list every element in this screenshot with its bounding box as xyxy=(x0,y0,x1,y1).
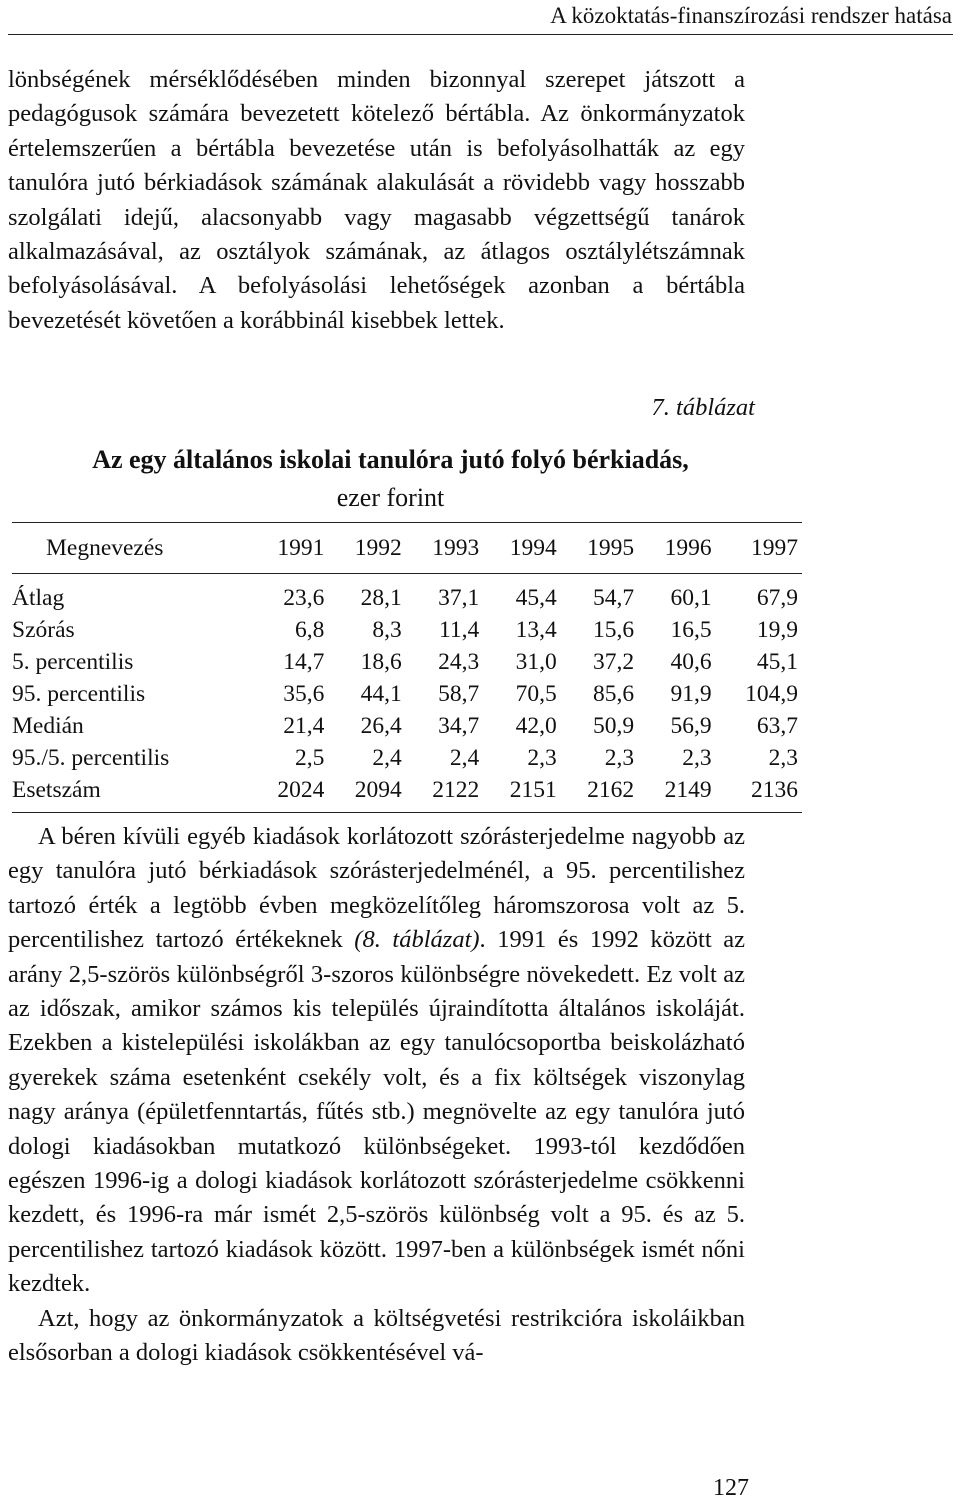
table-cell: 15,6 xyxy=(593,616,635,643)
column-header-year: 1995 xyxy=(587,534,635,561)
table-cell: 45,1 xyxy=(756,648,798,675)
column-header-year: 1993 xyxy=(432,534,480,561)
header-rule xyxy=(8,34,953,35)
table-cell: 44,1 xyxy=(360,680,402,707)
column-header-year: 1994 xyxy=(509,534,557,561)
column-header-year: 1992 xyxy=(354,534,402,561)
table-cell: 16,5 xyxy=(670,616,712,643)
table-cell: 50,9 xyxy=(593,712,635,739)
column-header-year: 1997 xyxy=(751,534,798,561)
table-cell: 18,6 xyxy=(360,648,402,675)
table-cell: 8,3 xyxy=(372,616,402,643)
row-label: 95./5. percentilis xyxy=(12,744,170,771)
table-cell: 2094 xyxy=(354,776,402,803)
table-cell: 70,5 xyxy=(515,680,557,707)
table-cell: 28,1 xyxy=(360,584,402,611)
table-cell: 58,7 xyxy=(438,680,480,707)
table-row xyxy=(12,678,802,710)
table-cell: 91,9 xyxy=(670,680,712,707)
row-label: 5. percentilis xyxy=(12,648,134,675)
table-cell: 85,6 xyxy=(593,680,635,707)
table-cell: 2,5 xyxy=(294,744,325,771)
table-cell: 60,1 xyxy=(670,584,712,611)
table-cell: 14,7 xyxy=(283,648,325,675)
table-cell: 2,3 xyxy=(527,744,557,771)
paragraph-text-part: A béren kívüli egyéb kiadások korlátozott szórásterjedelme nagyobb az egy tanulóra jutó bérkiadások szórásterjedelménél, a 95. percentilishez tartozó érték a legtöbb évben megközelítőleg háromszorosa volt az 5. percentilishez tartozó értékeknek xyxy=(8,823,745,954)
table-cell: 19,9 xyxy=(756,616,798,643)
table-cell: 2136 xyxy=(751,776,798,803)
table-cell: 104,9 xyxy=(745,680,798,707)
table-cell: 35,6 xyxy=(283,680,325,707)
row-label: 95. percentilis xyxy=(12,680,146,707)
table-cell: 6,8 xyxy=(294,616,325,643)
table-body xyxy=(12,574,802,813)
column-header-year: 1991 xyxy=(277,534,325,561)
table-cell: 37,1 xyxy=(438,584,480,611)
table-cell: 56,9 xyxy=(670,712,712,739)
table-cell: 26,4 xyxy=(360,712,402,739)
table-cell: 2,3 xyxy=(682,744,712,771)
table-cell: 40,6 xyxy=(670,648,712,675)
table-cell: 2024 xyxy=(277,776,325,803)
expenditure-table xyxy=(12,522,802,813)
body-paragraph-2 xyxy=(8,820,745,1371)
paragraph-text: lönbségének mérséklődésében minden bizonnyal szerepet játszott a pedagógusok számára bevezetett kötelező bértábla. Az önkormányzatok értelemszerűen a bértábla bevezetése után is befolyásolhatták az egy tanulóra jutó bérkiadások számának alakulását a rövidebb vagy hosszabb szolgálati idejű, alacsonyabb vagy magasabb végzettségű tanárok alkalmazásával, az osztályok számának, az átlagos osztálylétszámnak befolyásolásával. A befolyásolási lehetőségek azonban a bértábla bevezetését követően a korábbinál kisebbek lettek. xyxy=(8,66,745,334)
table-row xyxy=(12,710,802,742)
table-cell: 67,9 xyxy=(756,584,798,611)
table-cell: 2162 xyxy=(587,776,635,803)
paragraph-text-part: . 1991 és 1992 között az arány 2,5-szörös különbségről 3-szoros különbségre növekedett. Ez volt az az időszak, amikor számos kis település újraindította általános iskoláját. Ezekben a kistelepülési iskolákban az egy tanulócsoportba beiskolázható gyerekek száma esetenként csekély volt, és a fix költségek viszonylag nagy aránya (épületfenntartás, fűtés stb.) megnövelte az egy tanulóra jutó dologi kiadásokban mutatkozó különbségeket. 1993-tól kezdődően egészen 1996-ig a dologi kiadások korlátozott szórásterjedelme csökkenni kezdett, és 1996-ra már ismét 2,5-szörös különbség volt a 95. és az 5. percentilishez tartozó kiadások között. 1997-ben a különbségek ismét nőni kezdtek. xyxy=(8,926,745,1298)
paragraph-text xyxy=(8,820,745,1302)
table-cell: 23,6 xyxy=(283,584,325,611)
table-cell: 2,3 xyxy=(768,744,798,771)
table-number-text: 7. táblázat xyxy=(651,394,755,421)
table-cell: 63,7 xyxy=(756,712,798,739)
column-header-label: Megnevezés xyxy=(46,534,164,561)
row-label: Medián xyxy=(12,712,84,739)
table-cell: 45,4 xyxy=(515,584,557,611)
table-cell: 37,2 xyxy=(593,648,635,675)
table-number xyxy=(652,391,755,425)
table-header-row xyxy=(12,523,802,574)
table-cell: 2149 xyxy=(664,776,712,803)
table-cell: 31,0 xyxy=(515,648,557,675)
table-cell: 34,7 xyxy=(438,712,480,739)
body-paragraph-1 xyxy=(8,63,745,338)
column-header-year: 1996 xyxy=(664,534,712,561)
body-paragraph-3: Azt, hogy az önkormányzatok a költségvetési restrikcióra iskoláikban elsősorban a dologi kiadások csökkentésével vá- xyxy=(8,1304,745,1367)
row-label: Esetszám xyxy=(12,776,101,803)
table-title-unit: ezer forint xyxy=(336,483,445,512)
table-cell: 2,4 xyxy=(449,744,480,771)
table-title xyxy=(8,441,773,517)
table-cell: 2122 xyxy=(432,776,480,803)
table-cell: 54,7 xyxy=(593,584,635,611)
table-row xyxy=(12,614,802,646)
running-header: A közoktatás-finanszírozási rendszer hatása xyxy=(550,3,952,28)
row-label: Szórás xyxy=(12,616,75,643)
table-row xyxy=(12,574,802,615)
table-title-main: Az egy általános iskolai tanulóra jutó folyó bérkiadás, xyxy=(92,445,689,474)
table-cell: 11,4 xyxy=(438,616,480,643)
table-cell: 21,4 xyxy=(283,712,325,739)
table-cell: 24,3 xyxy=(438,648,480,675)
table-cell: 13,4 xyxy=(515,616,557,643)
table-cell: 2151 xyxy=(509,776,557,803)
table-cell: 2,4 xyxy=(372,744,402,771)
table-reference: (8. táblázat) xyxy=(354,926,480,954)
page-number: 127 xyxy=(713,1475,749,1501)
table-row xyxy=(12,646,802,678)
table-cell: 42,0 xyxy=(515,712,557,739)
row-label: Átlag xyxy=(12,584,65,611)
table-row xyxy=(12,774,802,813)
table-row xyxy=(12,742,802,774)
table-cell: 2,3 xyxy=(604,744,635,771)
